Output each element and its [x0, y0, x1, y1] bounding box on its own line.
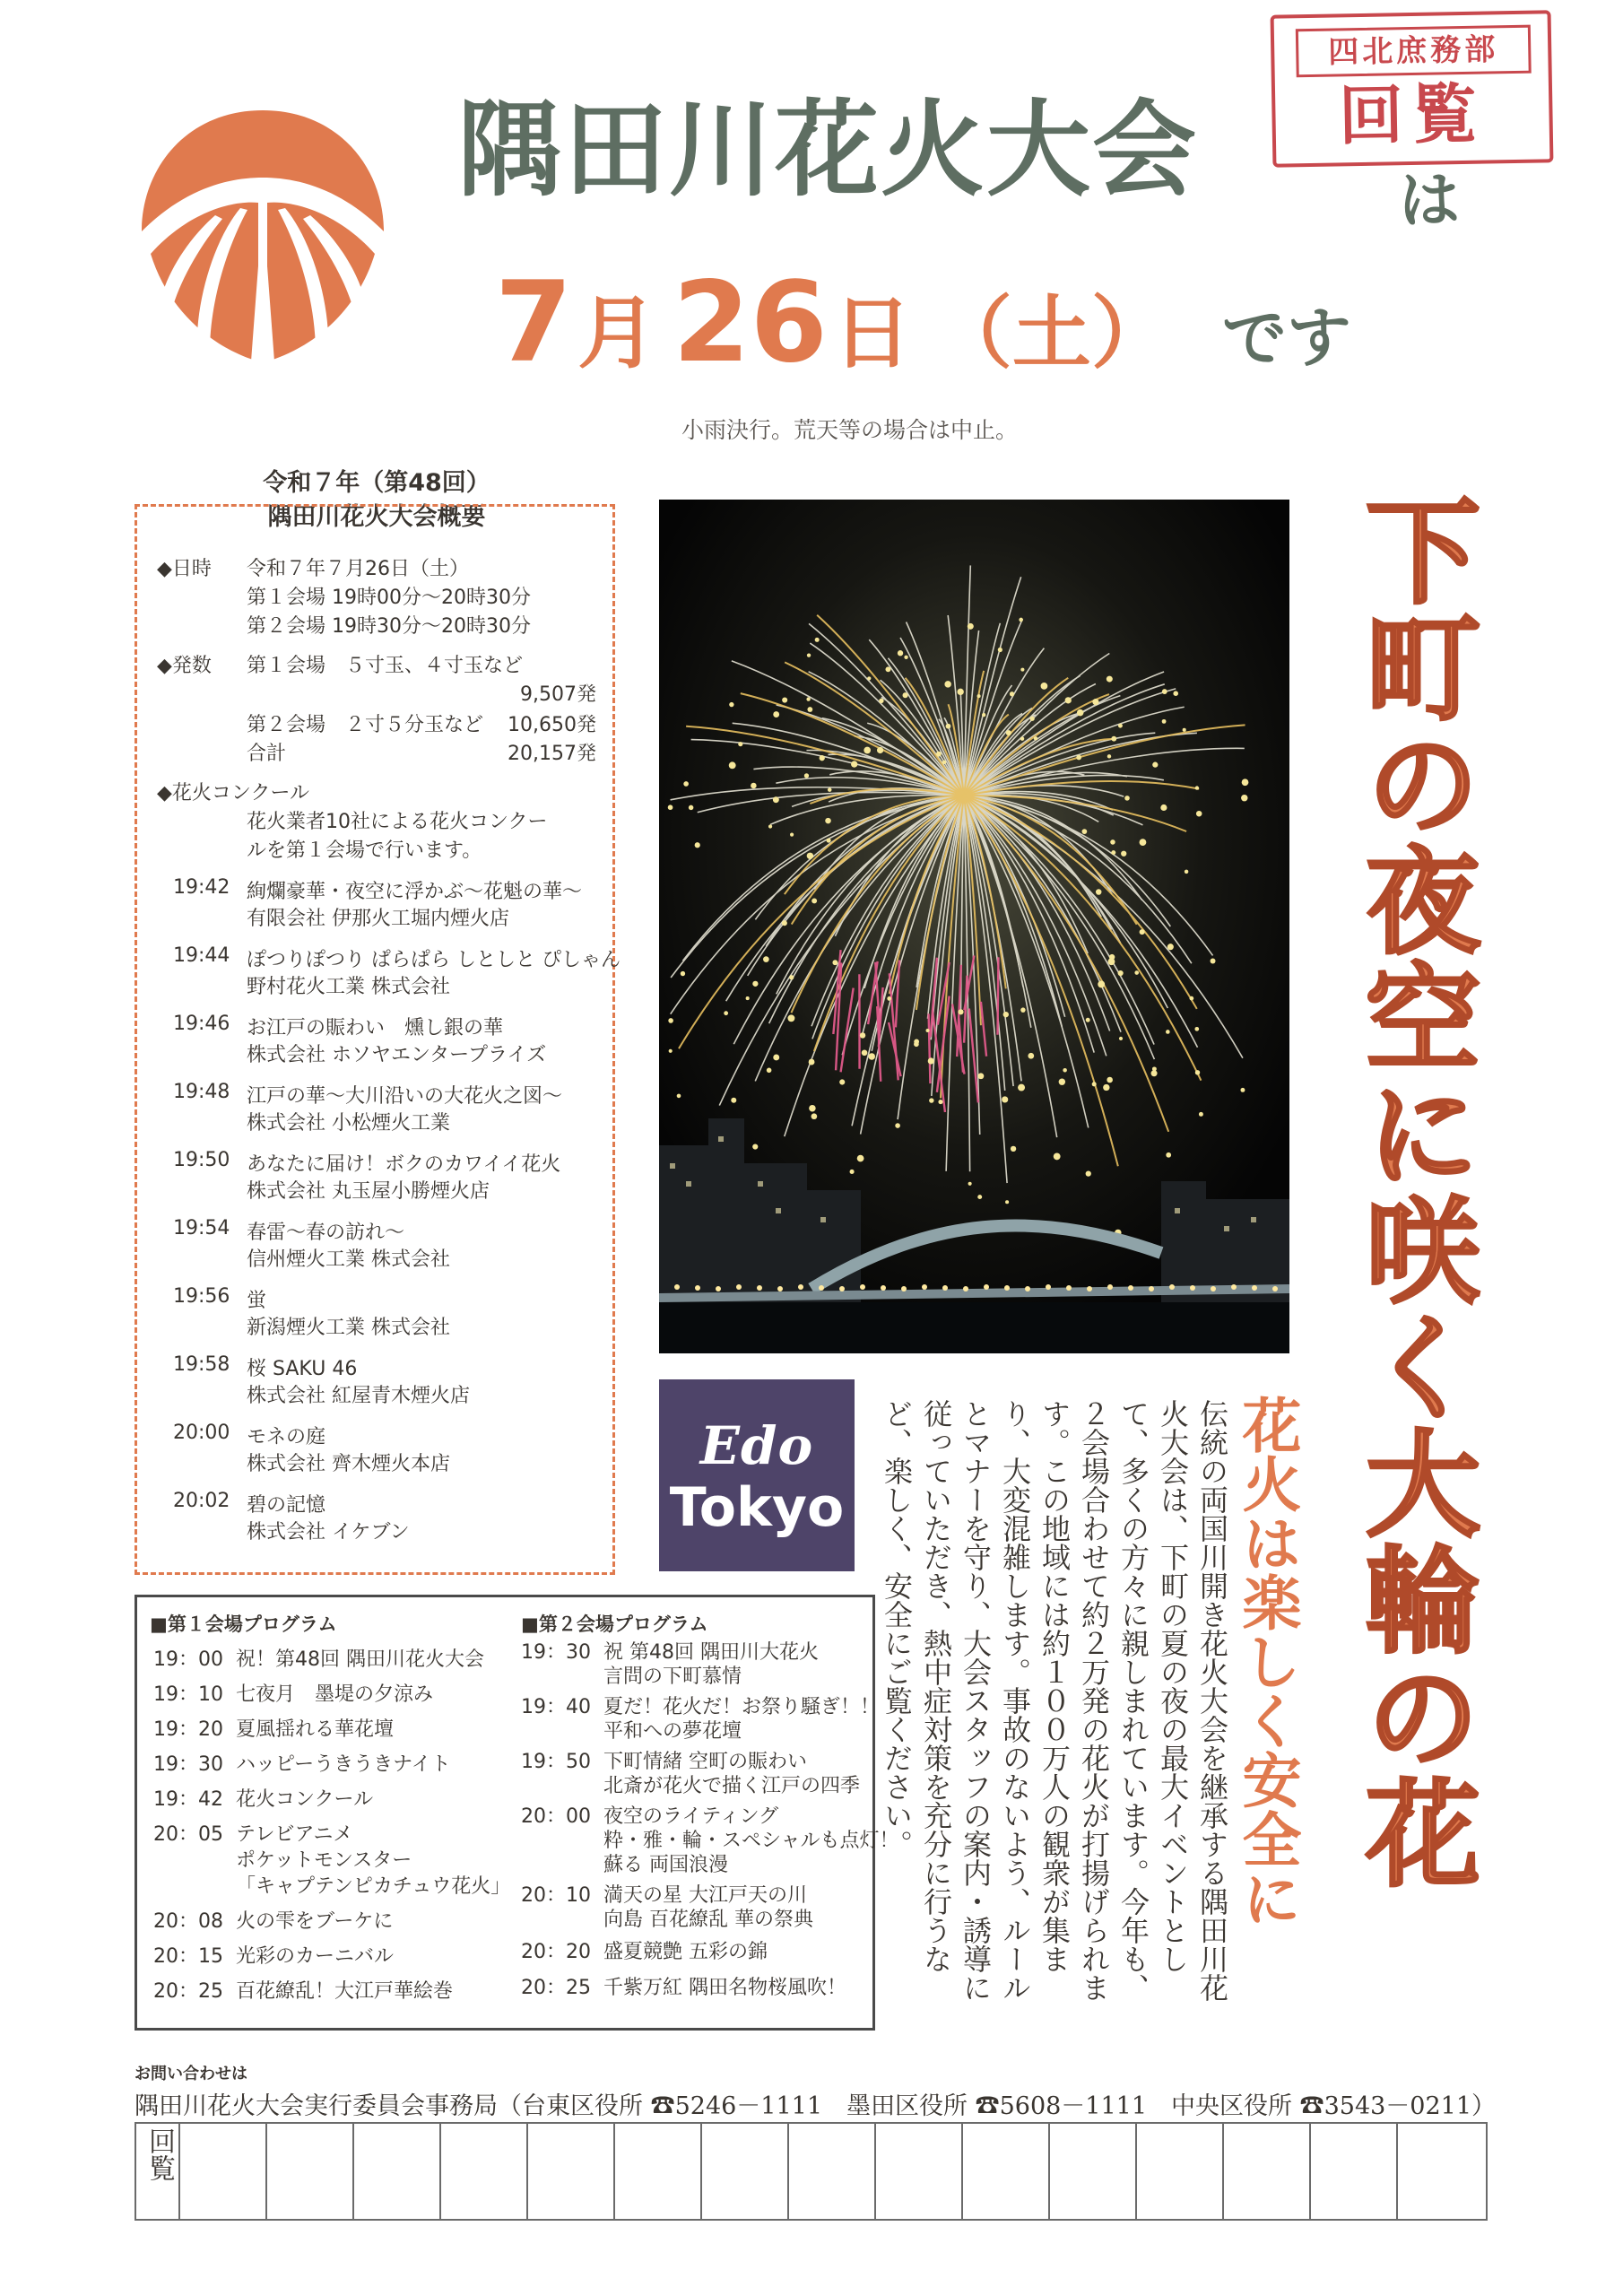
program-title-line2: 粋・雅・輪・スペシャルも点灯！ — [603, 1830, 899, 1852]
contest-label: ◆花火コンクール — [157, 782, 310, 804]
firework-spark — [1041, 683, 1048, 690]
firework-spark — [1152, 1066, 1157, 1071]
date-weekday: （土） — [933, 287, 1170, 379]
venue2-heading: ■第２会場プログラム — [521, 1613, 708, 1635]
bridge-light — [1046, 1284, 1051, 1290]
bridge-light — [839, 1286, 845, 1292]
firework-spark — [827, 838, 831, 842]
date-suffix: です — [1221, 300, 1351, 376]
program-box — [135, 1595, 899, 2031]
firework-spark — [812, 1113, 818, 1119]
firework-spark — [957, 689, 963, 695]
firework-spark — [1082, 829, 1088, 834]
program-time: 19：30 — [521, 1641, 591, 1664]
contact-line: 隅田川花火大会実行委員会事務局（台東区役所 ☎5246－1111 墨田区役所 ☎5608－1111 中央区役所 ☎3543－0211） — [135, 2092, 1497, 2120]
firework-spark — [1010, 691, 1014, 696]
firework-spark — [752, 1144, 758, 1149]
contest-time: 19:56 — [173, 1285, 230, 1308]
program-time: 19：10 — [153, 1683, 223, 1706]
firework-spark — [668, 804, 673, 810]
firework-spark — [681, 971, 685, 976]
firework-spark — [1065, 697, 1072, 703]
bridge-light — [1169, 1284, 1175, 1290]
total-count: 20,157発 — [508, 743, 596, 765]
contest-company: 株式会社 小松煙火工業 — [247, 1112, 450, 1135]
program-title: 火の雫をブーケに — [236, 1910, 394, 1933]
program-time: 20：25 — [521, 1977, 591, 1999]
firework-spark — [914, 1039, 919, 1045]
contest-time: 19:54 — [173, 1217, 230, 1239]
firework-spark — [768, 824, 772, 828]
firework-spark — [832, 960, 838, 965]
bridge-light — [922, 1284, 927, 1290]
firework-spark — [1005, 1200, 1009, 1204]
firework-spark — [977, 694, 981, 698]
edo-logo-line2: Tokyo — [669, 1476, 845, 1539]
firework-spark — [825, 818, 830, 823]
program-time: 19：30 — [153, 1753, 223, 1776]
program-time: 19：50 — [521, 1751, 591, 1773]
firework-spark — [879, 699, 883, 703]
contact-label: お問い合わせは — [135, 2065, 247, 2083]
firework-spark — [1196, 811, 1202, 817]
program-time: 20：00 — [521, 1805, 591, 1828]
firework-spark — [895, 1123, 900, 1128]
program-title: 七夜月 墨堤の夕涼み — [236, 1683, 434, 1706]
firework-spark — [809, 1059, 815, 1065]
firework-spark — [904, 656, 907, 659]
firework-spark — [1199, 1112, 1203, 1117]
firework-spark — [968, 1182, 972, 1186]
firework-spark — [1086, 1018, 1090, 1022]
firework-spark — [1077, 709, 1084, 717]
firework-spark — [746, 996, 750, 1000]
contest-time: 19:48 — [173, 1081, 230, 1103]
program-title: 夏風揺れる華花壇 — [236, 1718, 395, 1741]
firework-spark — [1195, 1070, 1200, 1074]
firework-spark — [1173, 691, 1178, 696]
contest-company: 野村花火工業 株式会社 — [247, 976, 450, 998]
program-time: 20：05 — [153, 1823, 223, 1846]
firework-spark — [677, 1094, 681, 1099]
bridge-light — [1231, 1284, 1237, 1290]
program-title: 満天の星 大江戸天の川 — [603, 1884, 807, 1907]
bridge-light — [1149, 1286, 1154, 1292]
contest-title: モネの庭 — [247, 1426, 326, 1448]
firework-spark — [1020, 737, 1024, 741]
firework-spark — [669, 1049, 673, 1053]
firework-spark — [946, 724, 951, 729]
firework-spark — [1140, 929, 1145, 935]
firework-spark — [1063, 1068, 1067, 1073]
contest-company: 株式会社 イケブン — [247, 1521, 410, 1544]
venue1-shots: 第１会場 ５寸玉、４寸玉など — [247, 655, 524, 677]
firework-spark — [1183, 728, 1186, 732]
bridge-light — [1066, 1285, 1072, 1291]
firework-spark — [773, 796, 779, 803]
firework-spark — [1167, 944, 1174, 950]
bridge-light — [1107, 1284, 1113, 1290]
firework-spark — [968, 623, 974, 630]
vertical-subheadline: 花火は楽しく安全に — [1232, 1395, 1301, 1927]
firework-spark — [729, 702, 733, 707]
program-title: 夏だ！花火だ！お祭り騒ぎ！！ — [603, 1696, 881, 1718]
program-time: 19：42 — [153, 1788, 223, 1811]
bridge-light — [716, 1286, 721, 1292]
firework-spark — [773, 1055, 779, 1061]
vertical-body-text: 伝統の両国川開き花火大会を継承する隅田川花火大会は、下町の夏の夜の最大イベントとして、多くの方々に親しまれています。今年も、２会場合わせて約２万発の花火が打揚げられます。この地域には約１００万人の観衆が集まり、大変混雑します。事故のないよう、ルールとマナーを守り、大会スタッフの案内・誘導に従っていただき、熱中症対策を充分に行うなど、楽しく、安全にご覧ください。 — [880, 1399, 1229, 2002]
bridge-light — [1272, 1286, 1278, 1292]
bridge-light — [819, 1285, 824, 1291]
firework-spark — [982, 713, 985, 717]
datetime-date: 令和７年７月26日（土） — [247, 558, 469, 580]
firework-spark — [1111, 736, 1116, 742]
contest-time: 20:02 — [173, 1490, 230, 1512]
firework-spark — [857, 1155, 864, 1162]
bridge-light — [695, 1285, 700, 1291]
firework-spark — [942, 761, 946, 764]
contest-company: 株式会社 齊木煙火本店 — [247, 1453, 450, 1475]
bridge-light — [736, 1284, 742, 1290]
firework-spark — [1092, 1082, 1097, 1086]
firework-spark — [683, 781, 689, 787]
firework-spark — [868, 1053, 875, 1060]
program-time: 19：00 — [153, 1648, 223, 1671]
bridge-light — [963, 1286, 968, 1292]
firework-spark — [1107, 1077, 1113, 1083]
program-time: 19：40 — [521, 1696, 591, 1718]
contest-time: 19:44 — [173, 944, 230, 967]
bridge-light — [1087, 1286, 1092, 1292]
firework-spark — [773, 711, 779, 718]
firework-spark — [1110, 839, 1115, 845]
program-time: 20：08 — [153, 1910, 223, 1933]
contest-time: 19:50 — [173, 1149, 230, 1171]
firework-spark — [738, 742, 742, 746]
firework-spark — [978, 1073, 985, 1079]
bridge-light — [757, 1285, 762, 1291]
date-day: 26 — [673, 258, 828, 387]
firework-spark — [1019, 618, 1023, 622]
stamp-department: 四北庶務部 — [1296, 25, 1532, 78]
event-date — [495, 258, 1351, 387]
firework-spark — [903, 692, 908, 698]
program-title: 祝 第48回 隅田川大花火 — [603, 1641, 819, 1664]
program-time: 20：20 — [521, 1941, 591, 1963]
firework-spark — [862, 1050, 868, 1057]
firework-spark — [820, 755, 825, 761]
firework-spark — [850, 1170, 855, 1174]
program-time: 20：25 — [153, 1980, 223, 2003]
firework-spark — [782, 920, 787, 926]
firework-spark — [1002, 1096, 1008, 1102]
firework-spark — [839, 1079, 845, 1084]
firework-spark — [807, 653, 811, 657]
firework-spark — [807, 707, 812, 712]
firework-spark — [898, 650, 903, 656]
datetime-label: ◆日時 — [157, 558, 212, 580]
program-time: 20：15 — [153, 1945, 223, 1968]
firework-spark — [729, 761, 736, 769]
program-title-line2: ポケットモンスター — [236, 1849, 412, 1872]
shots-label: ◆発数 — [157, 655, 212, 677]
date-day-kanji: 日 — [832, 287, 912, 379]
program-title-line3: 「キャプテンピカチュウ花火」 — [236, 1875, 511, 1898]
bridge-light — [777, 1286, 783, 1292]
overview-heading-line1: 令和７年（第48回） — [263, 469, 490, 497]
firework-spark — [787, 1014, 794, 1022]
firework-spark — [790, 833, 794, 837]
firework-spark — [1242, 778, 1249, 786]
firework-spark — [1124, 796, 1130, 801]
contest-time: 19:46 — [173, 1013, 230, 1035]
bridge-light — [942, 1285, 948, 1291]
contest-desc-2: ルを第１会場で行います。 — [247, 839, 482, 862]
firework-spark — [1029, 717, 1034, 721]
program-title: 下町情緒 空町の賑わい — [603, 1751, 807, 1773]
firework-spark — [1118, 970, 1124, 976]
firework-pink-streak — [998, 957, 999, 1034]
firework-spark — [809, 1105, 816, 1112]
firework-spark — [877, 747, 883, 753]
program-title-line2: 向島 百花繚乱 華の祭典 — [603, 1909, 813, 1931]
firework-spark — [1111, 850, 1115, 855]
program-time: 20：10 — [521, 1884, 591, 1907]
bridge-light — [881, 1285, 886, 1291]
overview-heading-line2: 隅田川花火大会概要 — [267, 503, 486, 531]
circulation-grid — [135, 2122, 1488, 2221]
program-title: 盛夏競艶 五彩の錦 — [603, 1941, 768, 1963]
firework-spark — [668, 1018, 673, 1023]
firework-spark — [885, 666, 890, 672]
contest-time: 19:42 — [173, 876, 230, 899]
firework-spark — [1160, 804, 1167, 811]
firework-spark — [1118, 724, 1123, 728]
contest-title: 蛍 — [247, 1290, 267, 1312]
contest-company: 新潟煙火工業 株式会社 — [247, 1317, 450, 1339]
firework-spark — [1003, 1012, 1009, 1017]
bridge-light — [860, 1284, 865, 1290]
firework-spark — [867, 676, 871, 680]
firework-spark — [1166, 1152, 1171, 1158]
firework-spark — [1140, 839, 1147, 846]
firework-spark — [752, 981, 758, 987]
firework-spark — [782, 697, 787, 702]
firework-spark — [828, 787, 832, 792]
firework-spark — [860, 1032, 865, 1038]
venue1-count: 9,507発 — [520, 683, 596, 706]
firework-spark — [731, 1098, 736, 1103]
firework-spark — [887, 996, 891, 1001]
fireworks-photo — [659, 500, 1289, 1353]
venue1-time: 第１会場 19時00分～20時30分 — [247, 587, 531, 609]
program-title-line3: 蘇る 両国浪漫 — [603, 1854, 728, 1876]
contest-title: 江戸の華～大川沿いの大花火之図～ — [247, 1085, 563, 1108]
firework-spark — [944, 681, 950, 687]
circulation-grid-label: 回覧 — [143, 2127, 175, 2181]
program-title: 百花繚乱！大江戸華絵巻 — [236, 1980, 454, 2003]
firework-spark — [1018, 1084, 1025, 1091]
firework-spark — [1211, 959, 1216, 964]
firework-spark — [806, 697, 810, 700]
firework-spark — [1092, 699, 1098, 705]
firework-spark — [1006, 730, 1011, 735]
firework-spark — [1189, 996, 1193, 1001]
firework-spark — [1108, 958, 1115, 965]
firework-spark — [807, 853, 813, 859]
program-title: 千紫万紅 隅田名物桜風吹！ — [603, 1977, 846, 1999]
firework-spark — [763, 956, 769, 962]
firework-spark — [864, 747, 871, 754]
program-title: テレビアニメ — [236, 1823, 353, 1846]
firework-spark — [1096, 889, 1101, 894]
contest-company: 有限会社 伊那火工堀内煙火店 — [247, 908, 509, 930]
firework-spark — [1034, 736, 1037, 740]
firework-spark — [1185, 870, 1188, 874]
circulation-stamp — [1271, 10, 1554, 167]
contest-company: 信州煙火工業 株式会社 — [247, 1248, 450, 1271]
date-month-kanji: 月 — [577, 287, 657, 379]
contest-title: 春雷～春の訪れ～ — [247, 1222, 405, 1244]
firework-spark — [1086, 1171, 1091, 1177]
date-month: 7 — [495, 258, 573, 387]
firework-spark — [689, 805, 694, 811]
contest-title: ぽつりぽつり ぱらぱら しとしと ぴしゃん — [247, 949, 621, 971]
venue2-time: 第２会場 19時30分～20時30分 — [247, 615, 531, 638]
main-title: 隅田川花火大会 — [457, 90, 1198, 211]
bridge-light — [1004, 1285, 1010, 1291]
contest-time: 20:00 — [173, 1422, 230, 1444]
firework-spark — [1162, 689, 1167, 694]
program-time: 19：20 — [153, 1718, 223, 1741]
firework-spark — [1076, 755, 1081, 761]
contest-desc-1: 花火業者10社による花火コンクー — [247, 811, 548, 833]
bridge-light — [901, 1286, 907, 1292]
firework-spark — [1020, 1007, 1025, 1012]
firework-spark — [1059, 1078, 1065, 1084]
firework-spark — [1020, 668, 1024, 672]
firework-spark — [695, 842, 700, 848]
firework-spark — [926, 1029, 930, 1032]
firework-spark — [1121, 851, 1126, 857]
firework-spark — [751, 783, 757, 789]
firework-spark — [1241, 795, 1247, 801]
bridge-light — [1252, 1285, 1257, 1291]
firework-spark — [1152, 762, 1158, 768]
venue2-shots: 第２会場 ２寸５分玉など — [247, 714, 484, 736]
program-title: 夜空のライティング — [603, 1805, 779, 1828]
program-title: 祝！第48回 隅田川花火大会 — [236, 1648, 484, 1671]
stamp-label: 回覧 — [1338, 75, 1487, 154]
firework-spark — [1107, 754, 1111, 758]
contest-title: 絢爛豪華・夜空に浮かぶ～花魁の華～ — [247, 881, 583, 903]
bridge-light — [674, 1284, 680, 1290]
sumida-logo-icon — [133, 106, 393, 366]
firework-spark — [815, 638, 820, 642]
firework-spark — [1054, 1153, 1061, 1161]
firework-spark — [998, 648, 1002, 652]
firework-spark — [938, 1100, 942, 1104]
contest-time: 19:58 — [173, 1353, 230, 1376]
contest-company: 株式会社 紅屋青木煙火店 — [247, 1385, 470, 1407]
bridge-light — [1025, 1286, 1030, 1292]
firework-spark — [1240, 1088, 1245, 1092]
firework-spark — [928, 1057, 934, 1064]
firework-spark — [958, 1009, 963, 1014]
firework-spark — [1194, 1027, 1199, 1031]
venue2-count: 10,650発 — [508, 714, 596, 736]
program-title: 花火コンクール — [236, 1788, 374, 1811]
contest-title: あなたに届け！ボクのカワイイ花火 — [247, 1153, 561, 1176]
firework-spark — [1107, 676, 1113, 683]
firework-spark — [1103, 1084, 1109, 1091]
vertical-headline: 下町の夜空に咲く大輪の花 — [1346, 491, 1480, 1891]
firework-spark — [1134, 970, 1139, 975]
bridge-light — [798, 1284, 803, 1290]
title-particle: は — [1399, 166, 1461, 237]
program-title-line2: 言問の下町慕情 — [603, 1665, 742, 1688]
firework-spark — [1166, 1030, 1170, 1034]
firework-spark — [1028, 1053, 1034, 1059]
contest-title: 桜 SAKU 46 — [247, 1358, 358, 1380]
bridge-light — [1211, 1286, 1216, 1292]
overview-box — [135, 504, 621, 1575]
firework-spark — [929, 1098, 933, 1102]
firework-spark — [851, 761, 857, 767]
program-title: 光彩のカーニバル — [236, 1945, 395, 1968]
program-title-line2: 北斎が花火で描く江戸の四季 — [603, 1775, 861, 1797]
firework-spark — [767, 1068, 772, 1074]
firework-spark — [812, 898, 817, 903]
firework-spark — [789, 975, 794, 979]
edo-tokyo-logo — [659, 1379, 855, 1571]
firework-spark — [936, 752, 942, 757]
total-label: 合計 — [247, 743, 287, 765]
firework-spark — [1098, 981, 1105, 988]
firework-spark — [1119, 1037, 1123, 1040]
weather-note: 小雨決行。荒天等の場合は中止。 — [681, 417, 1019, 443]
edo-logo-line1: Edo — [699, 1415, 814, 1476]
firework-spark — [804, 773, 809, 778]
contest-title: お江戸の賑わい 燻し銀の華 — [247, 1017, 504, 1039]
firework-spark — [1162, 719, 1167, 724]
bridge-light — [984, 1284, 989, 1290]
contest-title: 碧の記憶 — [247, 1494, 326, 1517]
firework-spark — [1011, 1146, 1016, 1152]
program-title-line2: 平和への夢花壇 — [603, 1720, 742, 1743]
venue1-heading: ■第１会場プログラム — [150, 1613, 337, 1635]
firework-spark — [1195, 786, 1199, 789]
bridge-light — [1128, 1285, 1133, 1291]
firework-spark — [977, 1195, 982, 1199]
program-title: ハッピーうきうきナイト — [236, 1753, 451, 1776]
contest-company: 株式会社 ホソヤエンタープライズ — [247, 1044, 547, 1066]
firework-spark — [724, 1011, 728, 1015]
bridge-light — [1190, 1285, 1195, 1291]
contest-company: 株式会社 丸玉屋小勝煙火店 — [247, 1180, 490, 1203]
